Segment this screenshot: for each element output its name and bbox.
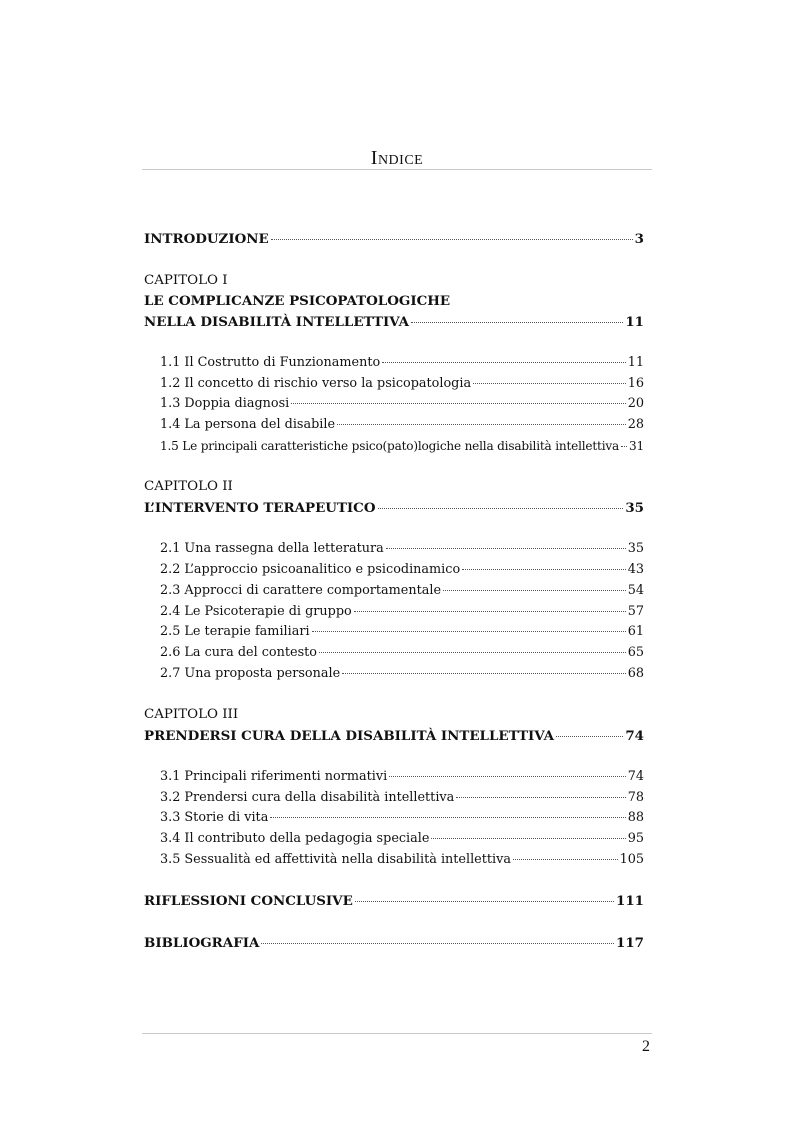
dot-leader — [270, 817, 625, 818]
toc-entry-chapter-1[interactable]: NELLA DISABILITÀ INTELLETTIVA 11 — [144, 314, 644, 330]
toc-entry-section-3-3[interactable]: 3.3 Storie di vita 88 — [160, 810, 644, 825]
dot-leader — [473, 383, 626, 384]
dot-leader — [431, 838, 625, 839]
toc-entry-section-2-5[interactable]: 2.5 Le terapie familiari 61 — [160, 624, 644, 639]
toc-entry-section-1-4[interactable]: 1.4 La persona del disabile 28 — [160, 417, 644, 432]
dot-leader — [382, 362, 626, 363]
dot-leader — [261, 943, 614, 944]
toc-entry-section-1-1[interactable]: 1.1 Il Costrutto di Funzionamento 11 — [160, 355, 644, 370]
toc-entry-section-2-1[interactable]: 2.1 Una rassegna della letteratura 35 — [160, 541, 644, 556]
toc-entry-section-1-5[interactable]: 1.5 Le principali caratteristiche psico(pato)logiche nella disabilità intellettiva 31 — [160, 439, 644, 453]
chapter-heading-2: CAPITOLO II — [144, 479, 233, 494]
toc-entry-section-2-4[interactable]: 2.4 Le Psicoterapie di gruppo 57 — [160, 604, 644, 619]
dot-leader — [342, 673, 626, 674]
toc-entry-conclusions[interactable]: RIFLESSIONI CONCLUSIVE 111 — [144, 893, 644, 909]
dot-leader — [319, 652, 626, 653]
header-rule — [142, 169, 652, 170]
toc-entry-section-2-3[interactable]: 2.3 Approcci di carattere comportamentale 54 — [160, 583, 644, 598]
toc-entry-section-3-5[interactable]: 3.5 Sessualità ed affettività nella disabilità intellettiva 105 — [160, 852, 644, 867]
dot-leader — [354, 611, 626, 612]
chapter-heading-1: CAPITOLO I — [144, 273, 228, 288]
dot-leader — [462, 569, 626, 570]
toc-entry-section-1-2[interactable]: 1.2 Il concetto di rischio verso la psicopatologia 16 — [160, 376, 644, 391]
footer-rule — [142, 1033, 652, 1034]
chapter-heading-3: CAPITOLO III — [144, 707, 239, 722]
dot-leader — [312, 631, 626, 632]
toc-entry-section-2-7[interactable]: 2.7 Una proposta personale 68 — [160, 666, 644, 681]
dot-leader — [411, 322, 623, 323]
dot-leader — [271, 239, 633, 240]
toc-entry-chapter-2[interactable]: L’INTERVENTO TERAPEUTICO 35 — [144, 500, 644, 516]
dot-leader — [456, 797, 625, 798]
dot-leader — [556, 736, 623, 737]
toc-entry-section-3-1[interactable]: 3.1 Principali riferimenti normativi 74 — [160, 769, 644, 784]
toc-entry-section-3-4[interactable]: 3.4 Il contributo della pedagogia speciale 95 — [160, 831, 644, 846]
dot-leader — [443, 590, 626, 591]
toc-entry-section-3-2[interactable]: 3.2 Prendersi cura della disabilità intellettiva 78 — [160, 790, 644, 805]
page-title: Indice — [370, 147, 424, 169]
dot-leader — [621, 446, 627, 447]
dot-leader — [389, 776, 626, 777]
dot-leader — [386, 548, 626, 549]
chapter-title-1-line1: LE COMPLICANZE PSICOPATOLOGICHE — [144, 293, 451, 309]
dot-leader — [291, 403, 625, 404]
dot-leader — [513, 859, 618, 860]
toc-entry-section-2-6[interactable]: 2.6 La cura del contesto 65 — [160, 645, 644, 660]
toc-entry-section-1-3[interactable]: 1.3 Doppia diagnosi 20 — [160, 396, 644, 411]
dot-leader — [378, 508, 624, 509]
page-number: 2 — [642, 1038, 650, 1055]
toc-entry-section-2-2[interactable]: 2.2 L’approccio psicoanalitico e psicodinamico 43 — [160, 562, 644, 577]
dot-leader — [355, 901, 614, 902]
toc-entry-chapter-3[interactable]: PRENDERSI CURA DELLA DISABILITÀ INTELLETTIVA 74 — [144, 728, 644, 744]
dot-leader — [337, 424, 626, 425]
toc-entry-introduction[interactable]: INTRODUZIONE 3 — [144, 231, 644, 247]
toc-entry-bibliography[interactable]: BIBLIOGRAFIA 117 — [144, 935, 644, 951]
